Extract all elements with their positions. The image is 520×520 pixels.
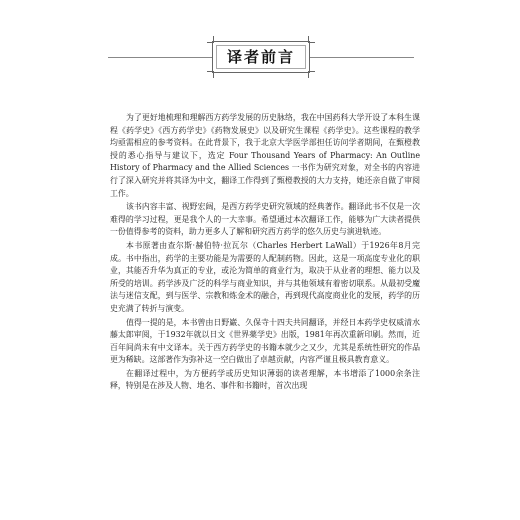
frame-corner-ornament: [207, 71, 214, 78]
paragraph: 在翻译过程中，为方便药学或历史知识薄弱的读者理解，本书增添了1000余条注释，特别是在涉及人物、地名、事件和书籍时，首次出现: [110, 368, 420, 391]
header-frame: [212, 41, 310, 73]
paragraph: 该书内容丰富、视野宏阔，是西方药学史研究领域的经典著作。翻译此书不仅是一次难得的学习过程，更是我个人的一大幸事。希望通过本次翻译工作，能够为广大读者提供一份值得参考的资料，助力更多人了解和研究西方药学的悠久历史与演进轨迹。: [110, 202, 420, 237]
paragraph: 值得一提的是，本书曾由日野巌、久保寺十四夫共同翻译，并经日本药学史权威清水藤太郎审阅，于1932年就以日文《世界薬学史》出版，1981年再次重新印刷。然而，近百年间尚未有中文译本。关于西方药学史的书籍本就少之又少，尤其是系统性研究的作品更为稀缺。这部著作为弥补这一空白做出了卓越贡献，内容严谨且极具教育意义。: [110, 317, 420, 365]
header-rule-left: [108, 57, 212, 58]
page-title: 译者前言: [226, 48, 295, 66]
body-text: [110, 112, 420, 393]
chapter-header: [0, 38, 520, 78]
paragraph: 为了更好地梳理和理解西方药学发展的历史脉络，我在中国药科大学开设了本科生课程《药学史》《西方药学史》《药物发展史》以及研究生课程《药学史》。这些课程的教学均亟需相应的参考资料。在此背景下，我于北京大学医学部担任访问学者期间，在甄橙教授的悉心指导与建议下，选定 Four Thousand Years of Pharmacy: An Outline History of Pharmacy and the Allied Sciences 一书作为研究对象，对全书的内容进行了深入研究并将其译为中文，翻译工作得到了甄橙教授的大力支持，她还亲自做了审阅工作。: [110, 113, 420, 198]
paragraph: 本书原著由查尔斯·赫伯特·拉瓦尔（Charles Herbert LaWall）于1926年8月完成。书中指出，药学的主要功能是为需要的人配制药物。因此，这是一项高度专业化的职业，其能否升华为真正的专业，或沦为简单的商业行为，取决于从业者的理想、能力以及所受的培训。药学涉及广泛的科学与商业知识，并与其他领域有着密切联系。从最初受魔法与迷信支配，到与医学、宗教和炼金术的融合，再到现代高度商业化的发展，药学的历史充满了转折与演变。: [110, 240, 420, 313]
frame-corner-ornament: [308, 71, 315, 78]
frame-corner-ornament: [308, 36, 315, 43]
header-rule-right: [310, 57, 414, 58]
